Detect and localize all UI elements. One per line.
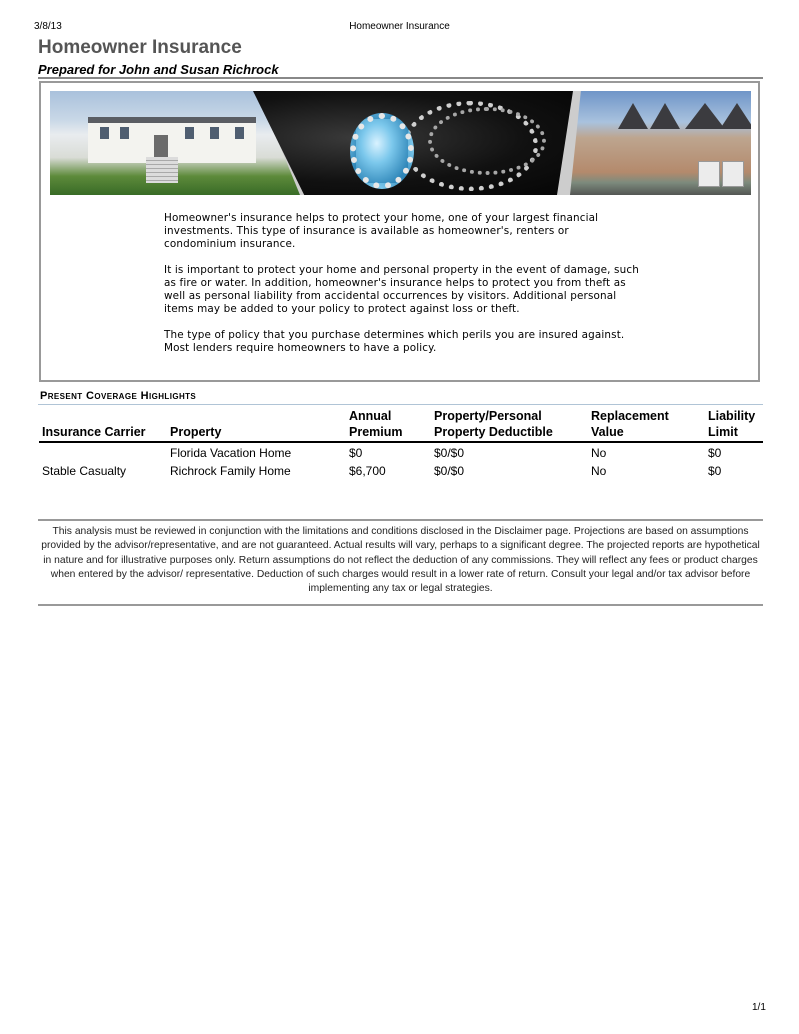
property-cell: Richrock Family Home bbox=[170, 464, 291, 478]
disclaimer-divider bbox=[38, 604, 763, 606]
premium-cell: $6,700 bbox=[349, 464, 386, 478]
section-divider bbox=[38, 404, 763, 405]
section-heading: Present Coverage Highlights bbox=[40, 390, 197, 402]
premium-cell: $0 bbox=[349, 446, 363, 460]
table-row bbox=[39, 442, 763, 461]
replacement-cell: No bbox=[591, 446, 607, 460]
carrier-cell: Stable Casualty bbox=[42, 464, 127, 478]
carrier-cell bbox=[39, 442, 167, 461]
title-divider bbox=[38, 77, 763, 79]
print-date: 3/8/13 bbox=[34, 21, 62, 32]
table-header-row bbox=[39, 406, 763, 442]
disclaimer-divider bbox=[38, 519, 763, 521]
intro-paragraph: It is important to protect your home and personal property in the event of damage, such as fire or water. In addition, homeowner's insurance helps to protect you from theft as well as personal liability from accidental occurrences by visitors. Additional personal items may be added to your policy to protect against loss or theft. bbox=[164, 264, 639, 315]
print-header-title: Homeowner Insurance bbox=[349, 21, 450, 32]
column-header: Liability Limit bbox=[705, 406, 763, 442]
intro-text bbox=[164, 212, 644, 368]
column-header: Insurance Carrier bbox=[39, 406, 167, 442]
banner-image bbox=[50, 91, 751, 195]
coverage-table bbox=[39, 406, 763, 479]
liability-cell: $0 bbox=[708, 446, 722, 460]
replacement-cell: No bbox=[591, 464, 607, 478]
townhouse-photo bbox=[570, 91, 751, 195]
deductible-cell: $0/$0 bbox=[434, 446, 465, 460]
property-cell: Florida Vacation Home bbox=[170, 446, 292, 460]
liability-cell: $0 bbox=[708, 464, 722, 478]
intro-paragraph: Homeowner's insurance helps to protect your home, one of your largest financial investments. This type of insurance is available as homeowner's, renters or condominium insurance. bbox=[164, 212, 599, 250]
table-row bbox=[39, 461, 763, 479]
page-title: Homeowner Insurance bbox=[38, 37, 242, 58]
disclaimer-text: This analysis must be reviewed in conjunction with the limitations and conditions disclosed in the Disclaimer page. Projections are based on assumptions provided by the advisor/representative, and are not guaranteed. Actual results will vary, perhaps to a significant degree. The projected reports are hypothetical in nature and for illustrative purposes only. Return assumptions do not reflect the deduction of any commissions. They will reflect any fees or product charges when entered by the advisor/ representative. Deduction of such charges would result in a lower rate of return. Consult your legal and/or tax advisor before implementing any tax or legal strategies. bbox=[41, 526, 760, 595]
column-header: Property/Personal Property Deductible bbox=[431, 406, 588, 442]
page-subtitle: Prepared for John and Susan Richrock bbox=[38, 62, 279, 77]
column-header: Property bbox=[167, 406, 346, 442]
column-header: Replacement Value bbox=[588, 406, 705, 442]
column-header: Annual Premium bbox=[346, 406, 431, 442]
intro-panel bbox=[39, 81, 760, 382]
page-number: 1/1 bbox=[752, 1002, 766, 1013]
ring-photo bbox=[253, 91, 573, 195]
intro-paragraph: The type of policy that you purchase determines which perils you are insured against. Most lenders require homeowners to have a policy. bbox=[164, 329, 625, 354]
deductible-cell: $0/$0 bbox=[434, 464, 465, 478]
